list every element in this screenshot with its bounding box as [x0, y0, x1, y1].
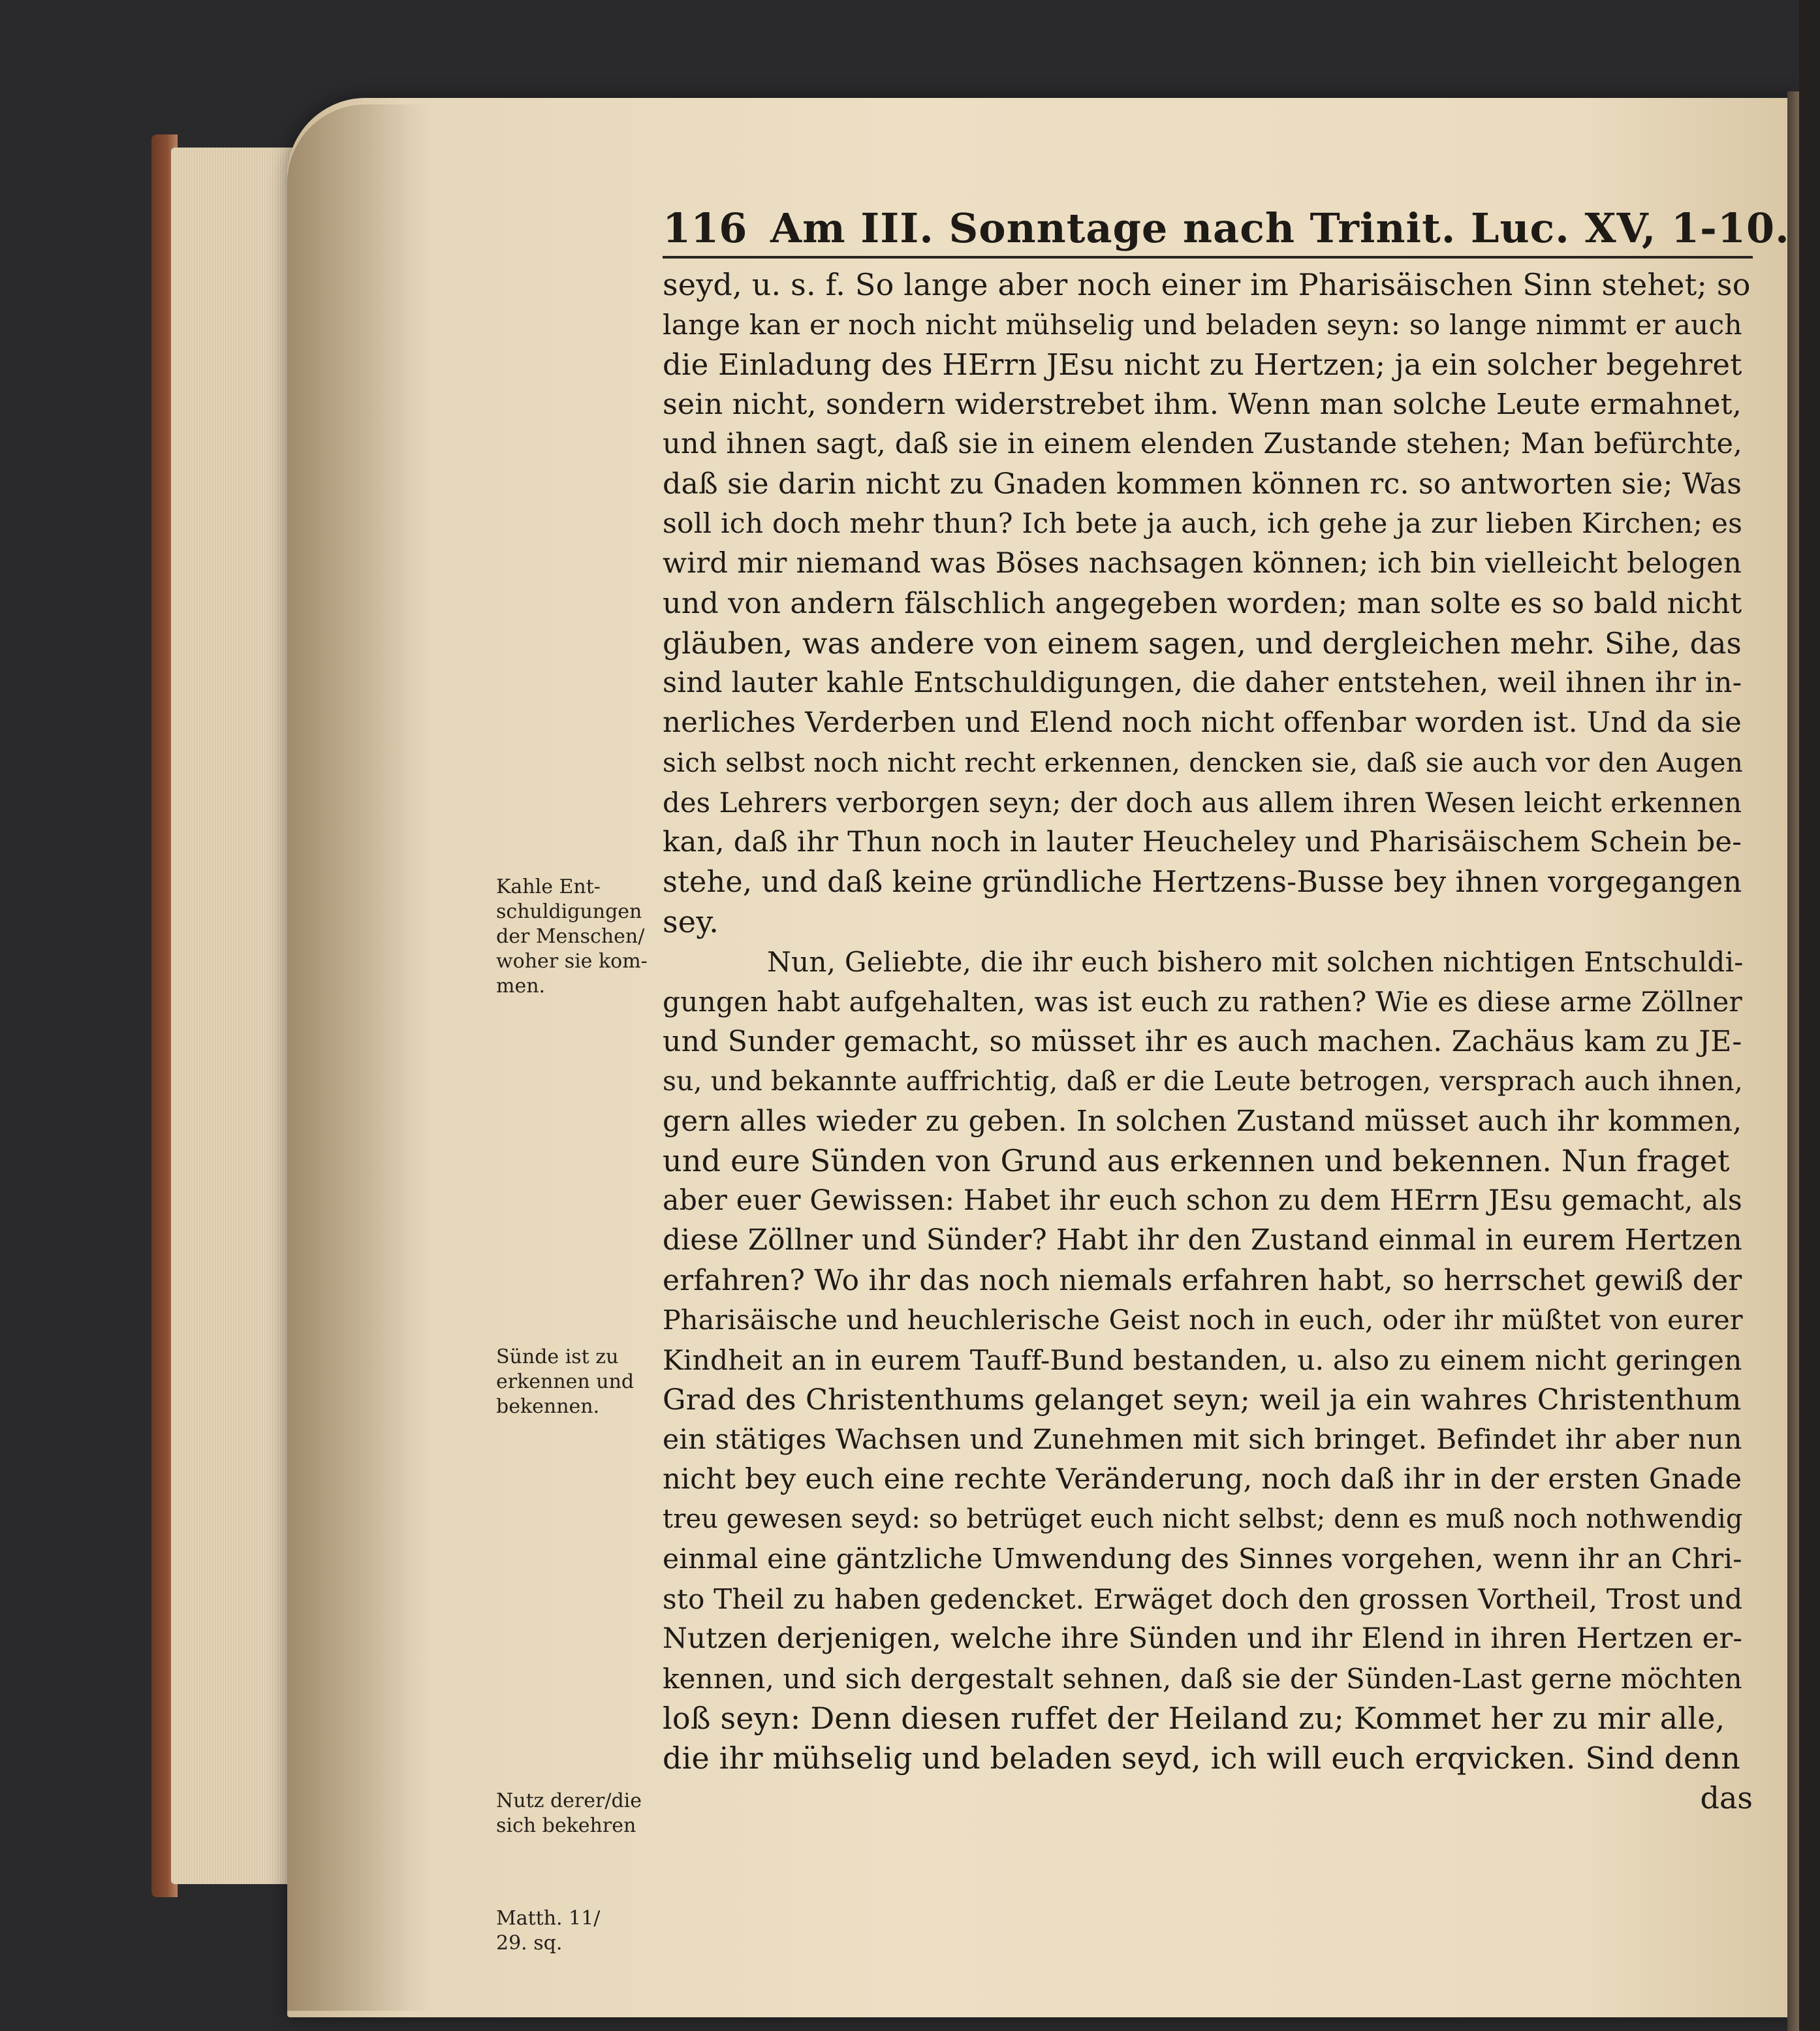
margin-note-line: erkennen und — [496, 1370, 635, 1393]
margin-note-line: men. — [496, 975, 546, 998]
text-line: gungen habt aufgehalten, was ist euch zu rathen? Wie es diese arme Zöllner — [663, 986, 1742, 1018]
text-line: soll ich doch mehr thun? Ich bete ja auch, ich gehe ja zur lieben Kirchen; es — [663, 508, 1743, 540]
margin-note-line: 29. sq. — [496, 1932, 563, 1955]
text-line: kennen, und sich dergestalt sehnen, daß sie der Sünden-Last gerne möchten — [663, 1663, 1742, 1695]
page-text-block — [496, 196, 1790, 1955]
text-line: Kindheit an in eurem Tauff-Bund bestanden, u. also zu einem nicht geringen — [663, 1344, 1742, 1376]
running-title: Am III. Sonntage nach Trinit. Luc. XV, 1-10. — [770, 204, 1790, 252]
text-line: seyd, u. s. f. So lange aber noch einer im Pharisäischen Sinn stehet; so — [663, 267, 1751, 302]
page-number: 116 — [663, 204, 747, 252]
margin-note-line: Sünde ist zu — [496, 1346, 619, 1368]
text-line: und von andern fälschlich angegeben worden; man solte es so bald nicht — [663, 587, 1742, 620]
text-line: und eure Sünden von Grund aus erkennen und bekennen. Nun fraget — [663, 1143, 1730, 1178]
text-line: einmal eine gäntzliche Umwendung des Sinnes vorgehen, wenn ihr an Chri- — [663, 1543, 1742, 1575]
text-line: wird mir niemand was Böses nachsagen können; ich bin vielleicht belogen — [663, 547, 1742, 580]
margin-note-line: woher sie kom- — [496, 950, 648, 973]
text-line: diese Zöllner und Sünder? Habt ihr den Zustand einmal in eurem Hertzen — [663, 1224, 1742, 1257]
text-line: Pharisäische und heuchlerische Geist noch in euch, oder ihr müßtet von eurer — [663, 1304, 1743, 1336]
text-line: gern alles wieder zu geben. In solchen Zustand müsset auch ihr kommen, — [663, 1105, 1742, 1138]
catchword-row — [663, 1778, 1753, 1818]
text-line: Grad des Christenthums gelanget seyn; weil ja ein wahres Christenthum — [663, 1383, 1742, 1417]
text-line: die Einladung des HErrn JEsu nicht zu Hertzen; ja ein solcher begehret — [663, 347, 1742, 382]
margin-note-line: Matth. 11/ — [496, 1907, 601, 1930]
body-text — [663, 265, 1753, 1818]
text-line: Nun, Geliebte, die ihr euch bishero mit solchen nichtigen Entschuldi- — [767, 946, 1744, 978]
margin-note-line: bekennen. — [496, 1395, 600, 1418]
text-line: treu gewesen seyd: so betrüget euch nicht selbst; denn es muß noch nothwendig — [663, 1504, 1743, 1534]
text-line: des Lehrers verborgen seyn; der doch aus allem ihren Wesen leicht erkennen — [663, 787, 1742, 819]
text-line: su, und bekannte auffrichtig, daß er die Leute betrogen, versprach auch ihnen, — [663, 1065, 1744, 1097]
text-line: ein stätiges Wachsen und Zunehmen mit sich bringet. Befindet ihr aber nun — [663, 1424, 1742, 1456]
text-line: sind lauter kahle Entschuldigungen, die daher entstehen, weil ihnen ihr in- — [663, 667, 1742, 699]
text-line: sich selbst noch nicht recht erkennen, dencken sie, daß sie auch vor den Augen — [663, 747, 1744, 778]
margin-note — [496, 1906, 659, 1956]
text-line: gläuben, was andere von einem sagen, und dergleichen mehr. Sihe, das — [663, 626, 1742, 661]
text-line: aber euer Gewissen: Habet ihr euch schon zu dem HErrn JEsu gemacht, als — [663, 1184, 1742, 1217]
margin-note-line: Nutz derer/die — [496, 1789, 642, 1812]
text-line: lange kan er noch nicht mühselig und beladen seyn: so lange nimmt er auch — [663, 309, 1742, 341]
text-line: nicht bey euch eine rechte Veränderung, noch daß ihr in der ersten Gnade — [663, 1463, 1742, 1496]
gutter-shadow — [287, 104, 431, 2011]
page-header — [496, 196, 1790, 261]
margin-note-line: der Menschen/ — [496, 925, 645, 948]
catchword: das — [1700, 1780, 1753, 1816]
background-strip — [1799, 0, 1820, 2031]
text-line: sey. — [663, 904, 719, 939]
text-line: loß seyn: Denn diesen ruffet der Heiland zu; Kommet her zu mir alle, — [663, 1701, 1725, 1736]
text-line: kan, daß ihr Thun noch in lauter Heucheley und Pharisäischem Schein be- — [663, 826, 1742, 858]
text-line: und ihnen sagt, daß sie in einem elenden Zustande stehen; Man befürchte, — [663, 428, 1743, 460]
text-line: Nutzen derjenigen, welche ihre Sünden und ihr Elend in ihren Hertzen er- — [663, 1622, 1743, 1655]
margin-note-line: sich bekehren — [496, 1814, 636, 1837]
margin-note-line: schuldigungen — [496, 900, 642, 923]
text-line: die ihr mühselig und beladen seyd, ich will euch erqvicken. Sind denn — [663, 1740, 1741, 1776]
text-line: erfahren? Wo ihr das noch niemals erfahren habt, so herrschet gewiß der — [663, 1264, 1742, 1297]
header-rule — [663, 256, 1753, 259]
text-line: und Sunder gemacht, so müsset ihr es auch machen. Zachäus kam zu JE- — [663, 1025, 1742, 1058]
text-line: daß sie darin nicht zu Gnaden kommen können rc. so antworten sie; Was — [663, 467, 1742, 501]
text-line: sein nicht, sondern widerstrebet ihm. Wenn man solche Leute ermahnet, — [663, 388, 1742, 421]
text-line: sto Theil zu haben gedencket. Erwäget doch den grossen Vortheil, Trost und — [663, 1583, 1743, 1615]
margin-note — [496, 1345, 659, 1419]
text-line: nerliches Verderben und Elend noch nicht offenbar worden ist. Und da sie — [663, 706, 1742, 739]
margin-note-line: Kahle Ent- — [496, 875, 601, 898]
margin-note — [496, 875, 659, 999]
text-line: stehe, und daß keine gründliche Hertzens-Busse bey ihnen vorgegangen — [663, 866, 1742, 899]
margin-note — [496, 1789, 659, 1838]
